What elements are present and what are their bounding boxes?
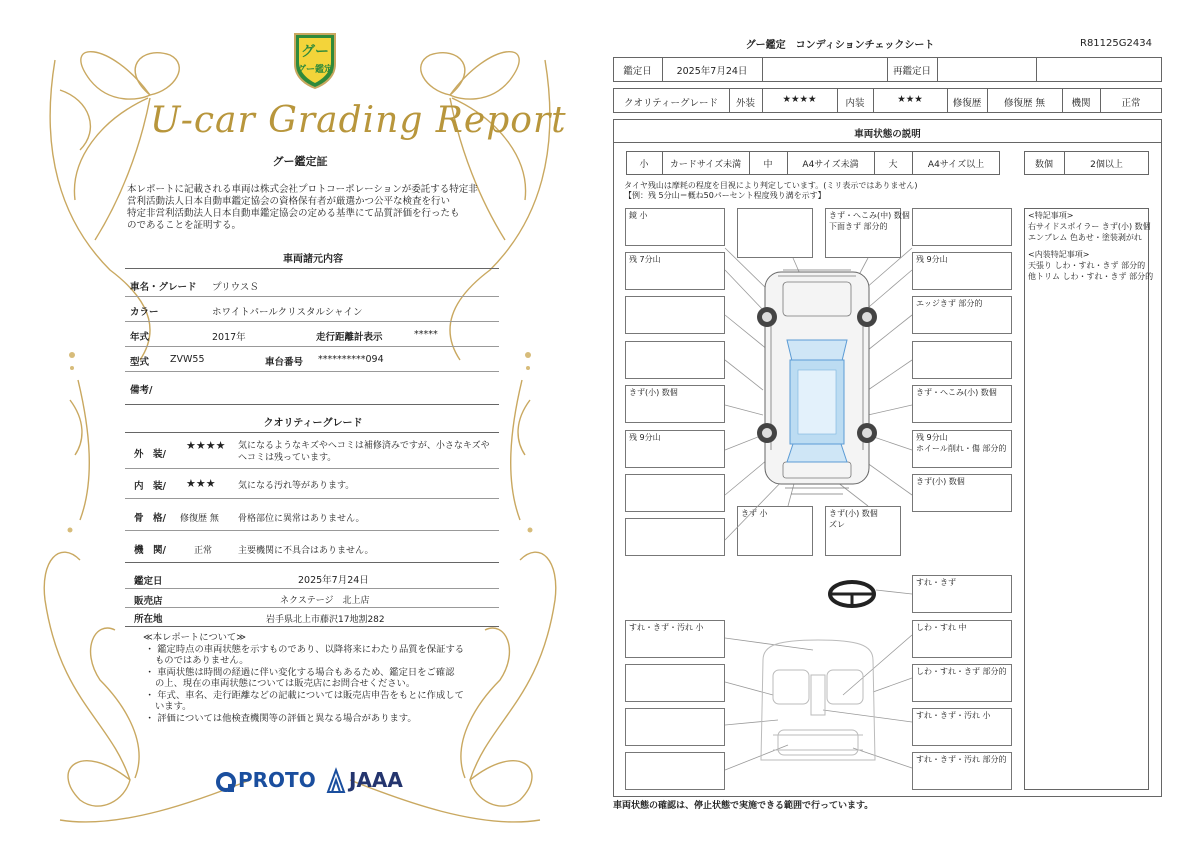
size-large-desc: A4サイズ以上	[927, 160, 985, 170]
proto-logo-text: PROTO	[238, 768, 316, 792]
engine-label: 機 関/	[134, 545, 166, 556]
ext-box-right-6-line: ホイール削れ・傷 部分的	[916, 444, 1007, 453]
remarks-label: 備考/	[130, 385, 153, 396]
r-date-label: 鑑定日	[623, 66, 652, 77]
inspection-date-label: 鑑定日	[134, 576, 163, 587]
frame-value: 修復歴 無	[180, 514, 219, 524]
tire-note-line: 【例：残 5分山＝概ね50パーセント程度残り溝を示す】	[624, 191, 826, 200]
exterior-description-line: ヘコミは残っています。	[238, 453, 337, 463]
special-note-line: 右サイドスポイラー きず(小) 数個	[1028, 222, 1151, 231]
note-line: ・ 年式、車名、走行距離などの記載については販売店申告をもとに作成して	[145, 689, 464, 701]
engine-value: 正常	[194, 546, 213, 556]
ext-box-bottom-2-line: きず(小) 数個	[829, 509, 878, 518]
exterior-label: 外 装/	[134, 449, 166, 460]
size-large: 大	[888, 160, 898, 170]
statement-line: のであることを証明する。	[127, 220, 242, 231]
condition-section-title: 車両状態の説明	[854, 129, 921, 140]
svg-text:グー: グー	[301, 44, 329, 60]
ext-box-right-5: きず・へこみ(小) 数個	[912, 385, 1012, 423]
script-title: U-car Grading Report	[150, 100, 567, 141]
special-note-line: エンブレム 色あせ・塗装剥がれ	[1028, 233, 1142, 242]
size-mid: 中	[763, 160, 773, 170]
int-box-left-1: すれ・きず・汚れ 小	[625, 620, 725, 658]
year-value: 2017年	[212, 332, 246, 343]
notes-title: ≪本レポートについて≫	[143, 632, 246, 643]
count-label: 数個	[1034, 160, 1053, 170]
address-label: 所在地	[134, 614, 163, 625]
spec-section-title: 車両諸元内容	[283, 254, 343, 265]
size-mid-desc: A4サイズ未満	[802, 160, 859, 170]
statement-line: 本レポートに記載される車両は株式会社プロトコーポレーションが委託する特定非	[127, 184, 478, 195]
exterior-stars: ★★★★	[186, 439, 226, 452]
note-item	[143, 644, 493, 667]
r-engine-value: 正常	[1121, 98, 1141, 109]
year-label: 年式	[130, 332, 150, 343]
jaaa-logo-text: JAAA	[349, 768, 403, 792]
address-value: 岩手県北上市藤沢17地割282	[266, 615, 385, 625]
interior-notes-heading: <内装特記事項>	[1028, 250, 1090, 259]
color-value: ホワイトパールクリスタルシャイン	[212, 307, 363, 318]
note-item	[143, 667, 493, 690]
interior-label: 内 装/	[134, 481, 166, 492]
count-desc: 2個以上	[1090, 160, 1123, 170]
steering-wheel-icon	[830, 582, 874, 606]
special-notes-heading: <特記事項>	[1028, 211, 1074, 220]
grade-section-title: クオリティーグレード	[263, 418, 363, 429]
interior-stars: ★★★	[186, 477, 216, 490]
sheet-footer-note: 車両状態の確認は、停止状態で実施できる範囲で行っています。	[613, 801, 874, 811]
note-line: ものではありません。	[155, 655, 249, 666]
note-line: ・ 評価については他検査機関等の評価と異なる場合があります。	[145, 712, 417, 724]
car-name-value: プリウスＳ	[212, 282, 259, 293]
ext-box-bottom-1: きず 小	[737, 506, 813, 556]
int-box-steering: すれ・きず	[912, 575, 1012, 613]
certificate-title: グー鑑定証	[272, 155, 328, 168]
int-box-right-4: すれ・きず・汚れ 部分的	[912, 752, 1012, 790]
ext-box-right-6-line: 残 9分山	[916, 433, 948, 442]
certificate-statement	[127, 184, 497, 232]
ext-box-top-2-line: 下面きず 部分的	[829, 222, 888, 231]
tire-note-line: タイヤ残山は摩耗の程度を目視により判定しています。(ミリ表示ではありません)	[624, 181, 918, 190]
r-exterior-stars: ★★★★	[782, 94, 817, 105]
goo-kantei-logo	[287, 30, 343, 90]
r-interior-label: 内装	[845, 98, 865, 109]
exterior-description-line: 気になるようなキズやヘコミは補修済みですが、小さなキズや	[238, 441, 490, 451]
report-notes	[143, 632, 493, 724]
special-notes	[1028, 210, 1153, 282]
r-repair-label: 修復歴	[952, 98, 982, 109]
r-repair-value: 修復歴 無	[1003, 98, 1046, 109]
ext-box-top-2-line: きず・へこみ(中) 数個	[829, 211, 910, 220]
note-item	[143, 690, 493, 713]
frame-label: 骨 格/	[134, 513, 166, 524]
statement-line: 特定非営利活動法人日本自動車鑑定協会の定める基準にて品質評価を行ったも	[127, 208, 460, 219]
svg-text:グー鑑定: グー鑑定	[296, 65, 334, 75]
car-exterior-diagram	[613, 200, 1023, 580]
ext-box-right-7: きず(小) 数個	[912, 474, 1012, 512]
frame-description: 骨格部位に異常はありません。	[238, 514, 365, 524]
interior-note-line: 他トリム しわ・すれ・きず 部分的	[1028, 272, 1154, 281]
r-interior-stars: ★★★	[897, 94, 923, 105]
inspection-date-value: 2025年7月24日	[298, 575, 369, 586]
interior-description: 気になる汚れ等があります。	[238, 481, 355, 491]
mileage-value: *****	[414, 329, 438, 340]
sheet-title: グー鑑定 コンディションチェックシート	[745, 40, 935, 51]
note-line: ・ 鑑定時点の車両状態を示すものであり、以降将来にわたり品質を保証する	[145, 643, 465, 655]
mileage-label: 走行距離計表示	[316, 332, 383, 343]
interior-note-line: 天張り しわ・すれ・きず 部分的	[1028, 261, 1146, 270]
r-date-value: 2025年7月24日	[676, 66, 748, 77]
ext-box-left-2: 残 7分山	[625, 252, 725, 290]
note-item	[143, 713, 493, 725]
dealer-value: ネクステージ 北上店	[280, 596, 370, 606]
chassis-value: **********094	[318, 354, 384, 365]
size-small-desc: カードサイズ未満	[669, 160, 742, 170]
special-notes-panel	[1024, 208, 1149, 790]
model-value: ZVW55	[170, 354, 205, 365]
r-engine-label: 機関	[1071, 98, 1091, 109]
model-label: 型式	[130, 357, 150, 368]
int-box-right-3: すれ・きず・汚れ 小	[912, 708, 1012, 746]
jaaa-logo-icon	[326, 768, 346, 794]
engine-description: 主要機関に不具合はありません。	[238, 546, 374, 556]
chassis-label: 車台番号	[265, 357, 304, 368]
exterior-description	[238, 440, 490, 464]
note-line: の上、現在の車両状態については販売店にお問合せください。	[155, 678, 416, 689]
statement-line: 営利活動法人日本自動車鑑定協会の資格保有者が厳選かつ公平な検査を行い	[127, 196, 451, 207]
dealer-label: 販売店	[134, 596, 163, 607]
car-name-label: 車名・グレード	[130, 282, 197, 293]
car-interior-diagram	[613, 570, 1023, 795]
int-box-right-2: しわ・すれ・きず 部分的	[912, 664, 1012, 702]
ext-box-left-5: きず(小) 数個	[625, 385, 725, 423]
ext-box-left-1: 鏡 小	[625, 208, 725, 246]
r-grade-label: クオリティーグレード	[623, 98, 719, 109]
reinspection-date-label: 再鑑定日	[892, 66, 931, 77]
ext-box-right-3: エッジきず 部分的	[912, 296, 1012, 334]
document-id: R81125G2434	[1080, 38, 1152, 49]
ext-box-right-2: 残 9分山	[912, 252, 1012, 290]
proto-logo-icon	[216, 772, 236, 794]
size-small: 小	[639, 160, 649, 170]
int-box-right-1: しわ・すれ 中	[912, 620, 1012, 658]
color-label: カラー	[130, 307, 159, 318]
note-line: ・ 車両状態は時間の経過に伴い変化する場合もあるため、鑑定日をご確認	[145, 666, 455, 678]
ext-box-left-6: 残 9分山	[625, 430, 725, 468]
ext-box-bottom-2-line: ズレ	[829, 520, 845, 529]
r-exterior-label: 外装	[735, 98, 755, 109]
note-line: います。	[155, 701, 192, 712]
